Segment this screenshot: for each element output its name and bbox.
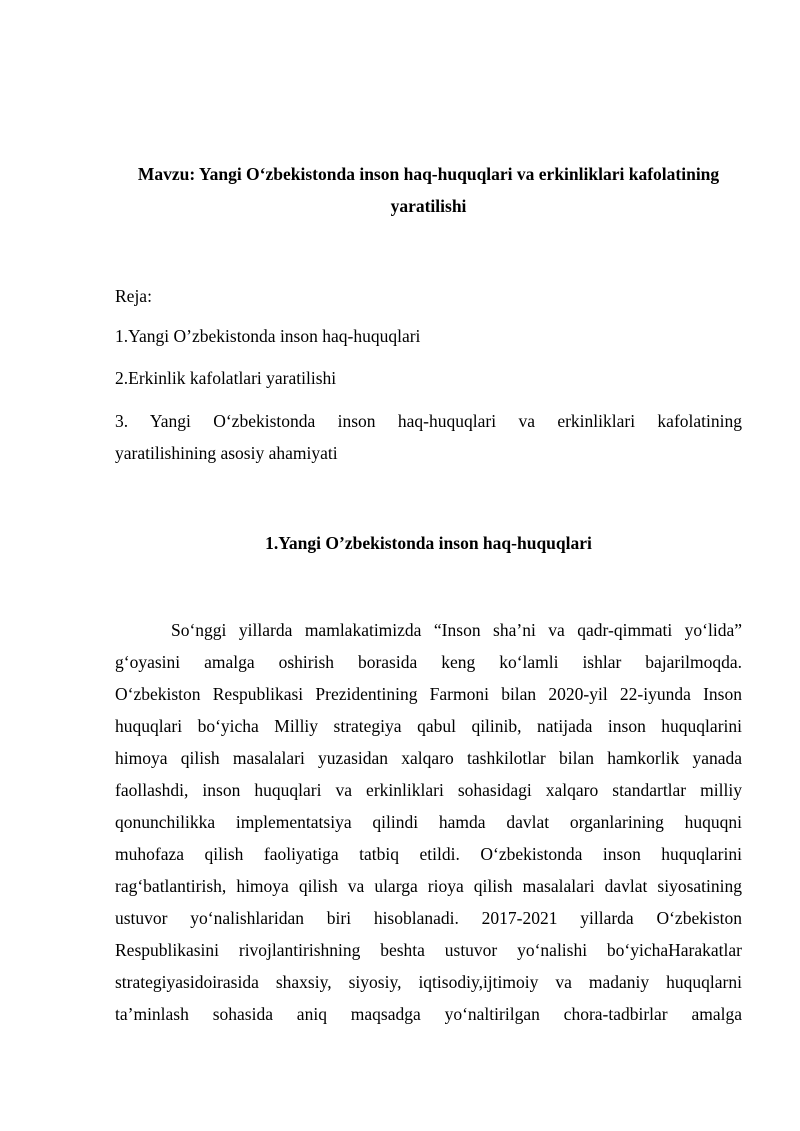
paragraph-line: faollashdi, inson huquqlari va erkinliklari sohasidagi xalqaro standartlar milliy bbox=[115, 780, 742, 800]
paragraph-line: muhofaza qilish faoliyatiga tatbiq etildi. O‘zbekistonda inson huquqlarini bbox=[115, 844, 742, 864]
plan-heading: Reja: bbox=[115, 286, 152, 306]
paragraph-line: himoya qilish masalalari yuzasidan xalqaro tashkilotlar bilan hamkorlik yanada bbox=[115, 748, 742, 768]
paragraph-line: O‘zbekiston Respublikasi Prezidentining Farmoni bilan 2020-yil 22-iyunda Inson bbox=[115, 684, 742, 704]
paragraph-line: ustuvor yo‘nalishlaridan biri hisoblanadi. 2017-2021 yillarda O‘zbekiston bbox=[115, 908, 742, 928]
section-heading: 1.Yangi O’zbekistonda inson haq-huquqlari bbox=[265, 533, 592, 553]
paragraph-line: rag‘batlantirish, himoya qilish va ularga rioya qilish masalalari davlat siyosatining bbox=[115, 876, 742, 896]
paragraph-line: Respublikasini rivojlantirishning beshta ustuvor yo‘nalishi bo‘yichaHarakatlar bbox=[115, 940, 742, 960]
plan-item-3-line-2: yaratilishining asosiy ahamiyati bbox=[115, 443, 338, 463]
document-title bbox=[115, 158, 742, 222]
title-line-1: Mavzu: Yangi O‘zbekistonda inson haq-huquqlari va erkinliklari kafolatining bbox=[137, 164, 720, 184]
paragraph-line: So‘nggi yillarda mamlakatimizda “Inson sha’ni va qadr-qimmati yo‘lida” bbox=[171, 620, 742, 640]
title-line-2: yaratilishi bbox=[390, 196, 467, 216]
paragraph-line: ta’minlash sohasida aniq maqsadga yo‘naltirilgan chora-tadbirlar amalga bbox=[115, 1004, 742, 1024]
paragraph-line: qonunchilikka implementatsiya qilindi hamda davlat organlarining huquqni bbox=[115, 812, 742, 832]
plan-item-2: 2.Erkinlik kafolatlari yaratilishi bbox=[115, 368, 337, 388]
paragraph-line: strategiyasidoirasida shaxsiy, siyosiy, iqtisodiy,ijtimoiy va madaniy huquqlarni bbox=[115, 972, 742, 992]
plan-item-3-line-1: 3. Yangi O‘zbekistonda inson haq-huquqlari va erkinliklari kafolatining bbox=[115, 411, 742, 431]
paragraph-line: huquqlari bo‘yicha Milliy strategiya qabul qilinib, natijada inson huquqlarini bbox=[115, 716, 742, 736]
plan-item-1: 1.Yangi O’zbekistonda inson haq-huquqlari bbox=[115, 326, 421, 346]
paragraph-line: g‘oyasini amalga oshirish borasida keng ko‘lamli ishlar bajarilmoqda. bbox=[115, 652, 742, 672]
